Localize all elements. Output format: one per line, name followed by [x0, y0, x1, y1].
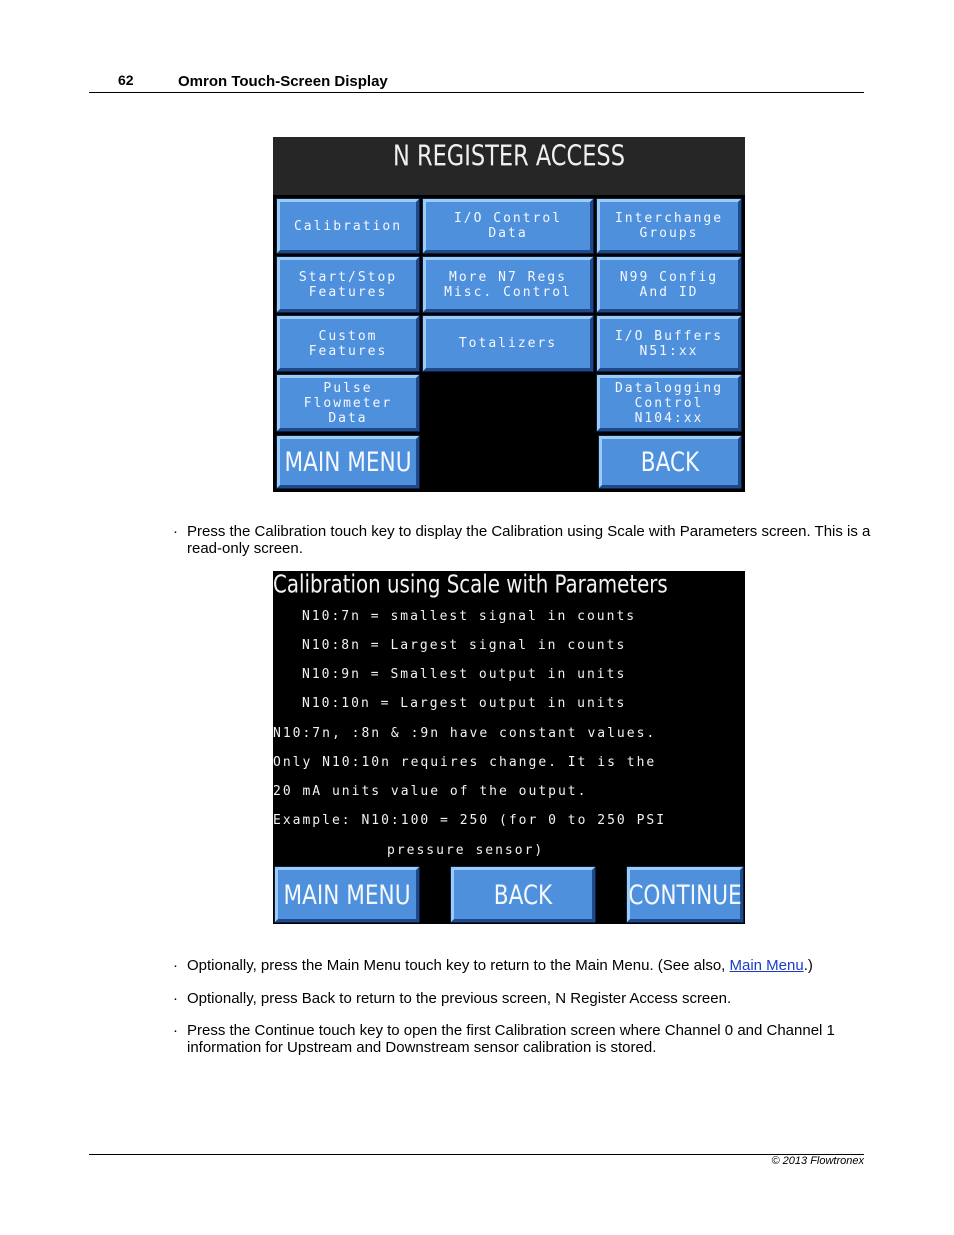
bullet-text: Press the Continue touch key to open the first Calibration screen where Channel 0 and Channel 1 information for Upstream and Downstream sensor calibration is stored.	[187, 1022, 835, 1056]
calibration-key[interactable]: Calibration	[277, 199, 419, 253]
io-control-data-key[interactable]: I/O Control Data	[423, 199, 593, 253]
back-key[interactable]	[451, 867, 595, 922]
copyright: © 2013 Flowtronex	[771, 1155, 864, 1167]
custom-features-key[interactable]: Custom Features	[277, 316, 419, 371]
info-line: pressure sensor)	[387, 843, 545, 858]
info-line: N10:7n, :8n & :9n have constant values.	[273, 726, 657, 741]
bullet-symbol: ·	[173, 1022, 178, 1039]
totalizers-key[interactable]: Totalizers	[423, 316, 593, 371]
main-menu-key[interactable]	[277, 436, 419, 488]
bullet-item	[173, 990, 873, 1008]
bullet-text: Optionally, press Back to return to the previous screen, N Register Access screen.	[187, 990, 732, 1007]
header-rule	[89, 92, 864, 93]
bullet-symbol: ·	[173, 957, 178, 974]
more-n7-regs-key[interactable]: More N7 Regs Misc. Control	[423, 257, 593, 312]
bullet-item	[173, 523, 873, 559]
page-number: 62	[118, 72, 134, 88]
io-buffers-key[interactable]: I/O Buffers N51:xx	[597, 316, 741, 371]
info-line: Example: N10:100 = 250 (for 0 to 250 PSI	[273, 813, 667, 828]
document-title: Omron Touch-Screen Display	[178, 73, 388, 90]
bullet-symbol: ·	[173, 990, 178, 1007]
main-menu-label: MAIN MENU	[283, 879, 411, 910]
back-label: BACK	[493, 879, 553, 910]
pulse-flowmeter-data-key[interactable]: Pulse Flowmeter Data	[277, 375, 419, 431]
n-register-access-screenshot	[273, 137, 745, 492]
continue-label: CONTINUE	[628, 879, 742, 910]
info-line: N10:8n = Largest signal in counts	[302, 638, 627, 653]
screen-title: Calibration using Scale with Parameters	[273, 571, 668, 599]
bullet-item	[173, 957, 873, 975]
back-key[interactable]	[599, 436, 741, 488]
n99-config-key[interactable]: N99 Config And ID	[597, 257, 741, 312]
bullet-text	[187, 957, 877, 974]
datalogging-control-key[interactable]: Datalogging Control N104:xx	[597, 375, 741, 431]
screen-title-bar	[273, 137, 745, 195]
main-menu-label: MAIN MENU	[284, 446, 412, 478]
footer-rule	[89, 1154, 864, 1155]
bullet-text-before: Optionally, press the Main Menu touch key to return to the Main Menu. (See also,	[187, 957, 730, 974]
bullet-text: Press the Calibration touch key to display the Calibration using Scale with Parameters screen. This is a read-only screen.	[187, 523, 871, 557]
continue-key[interactable]	[627, 867, 743, 922]
info-line: 20 mA units value of the output.	[273, 784, 588, 799]
main-menu-key[interactable]	[275, 867, 419, 922]
bullet-item	[173, 1022, 873, 1058]
interchange-groups-key[interactable]: Interchange Groups	[597, 199, 741, 253]
bullet-symbol: ·	[173, 523, 178, 540]
main-menu-link[interactable]: Main Menu	[729, 957, 804, 974]
info-line: Only N10:10n requires change. It is the	[273, 755, 657, 770]
start-stop-features-key[interactable]: Start/Stop Features	[277, 257, 419, 312]
back-label: BACK	[640, 446, 700, 478]
bullet-text-after: .)	[803, 957, 813, 974]
info-line: N10:9n = Smallest output in units	[302, 667, 627, 682]
screen-title: N REGISTER ACCESS	[393, 138, 625, 173]
calibration-scale-screenshot	[273, 571, 745, 924]
info-line: N10:10n = Largest output in units	[302, 696, 627, 711]
info-line: N10:7n = smallest signal in counts	[302, 609, 637, 624]
